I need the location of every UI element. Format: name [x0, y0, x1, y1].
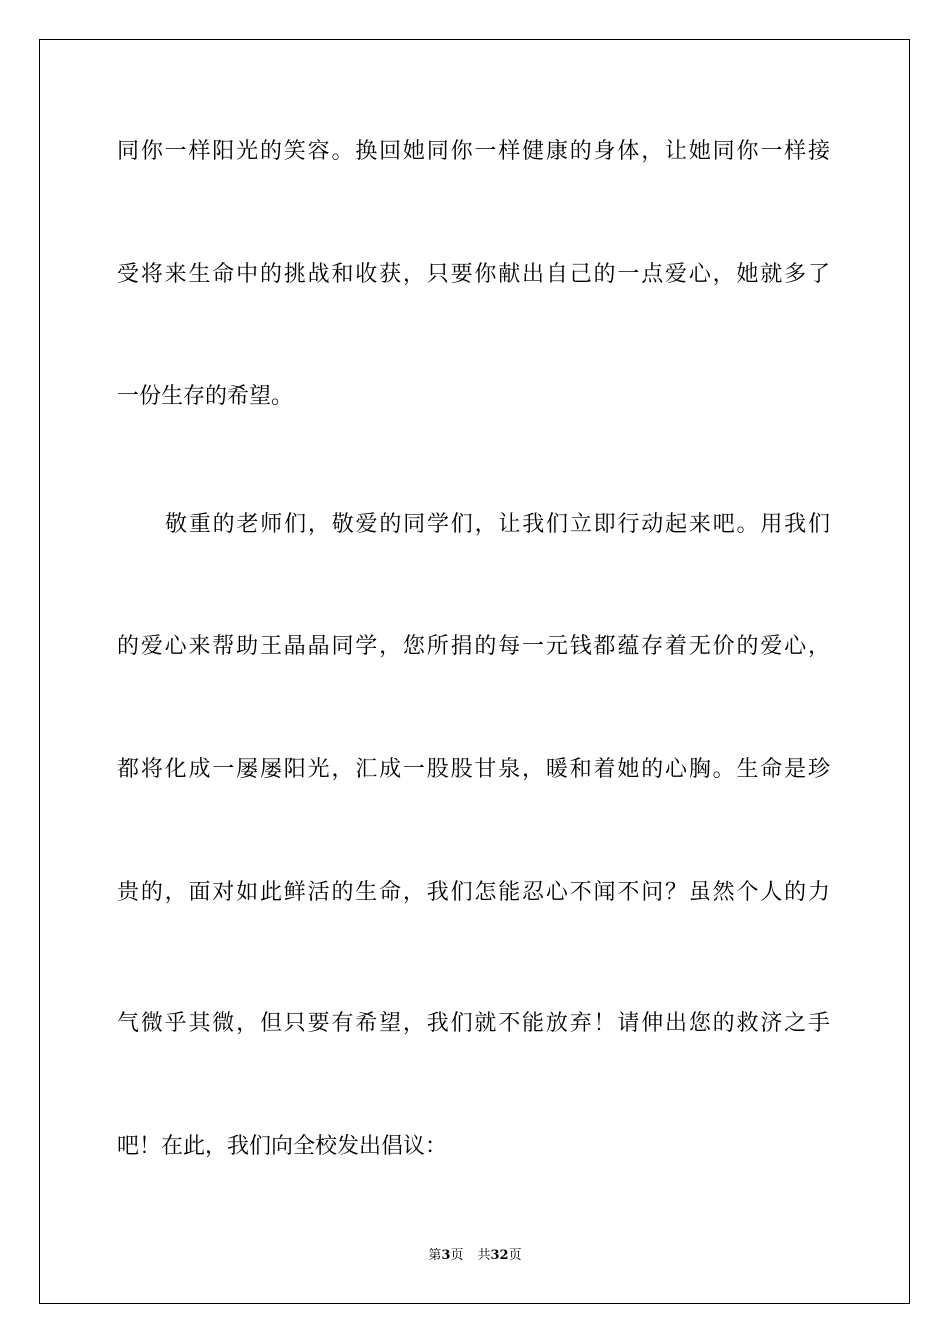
- paragraph-line: 都将化成一屡屡阳光，汇成一股股甘泉，暖和着她的心胸。生命是珍: [117, 757, 830, 782]
- total-pages: 32: [490, 1248, 509, 1263]
- paragraph-line: 一份生存的希望。: [117, 384, 294, 409]
- paragraph-line: 同你一样阳光的笑容。换回她同你一样健康的身体，让她同你一样接: [117, 139, 830, 164]
- paragraph-line: 的爱心来帮助王晶晶同学，您所捐的每一元钱都蕴存着无价的爱心，: [117, 634, 830, 659]
- page-number-label: 第3页: [428, 1248, 464, 1263]
- page-border: [39, 39, 910, 1304]
- paragraph-line: 敬重的老师们，敬爱的同学们，让我们立即行动起来吧。用我们: [165, 512, 830, 537]
- page-footer: [0, 1247, 950, 1265]
- paragraph-line: 受将来生命中的挑战和收获，只要你献出自己的一点爱心，她就多了: [117, 262, 830, 287]
- total-pages-label: 共32页: [477, 1248, 522, 1263]
- paragraph-line: 吧！在此，我们向全校发出倡议：: [117, 1134, 448, 1159]
- paragraph-line: 贵的，面对如此鲜活的生命，我们怎能忍心不闻不问？虽然个人的力: [117, 880, 830, 905]
- page-number: 3: [441, 1248, 451, 1263]
- paragraph-line: 气微乎其微，但只要有希望，我们就不能放弃！请伸出您的救济之手: [117, 1011, 830, 1036]
